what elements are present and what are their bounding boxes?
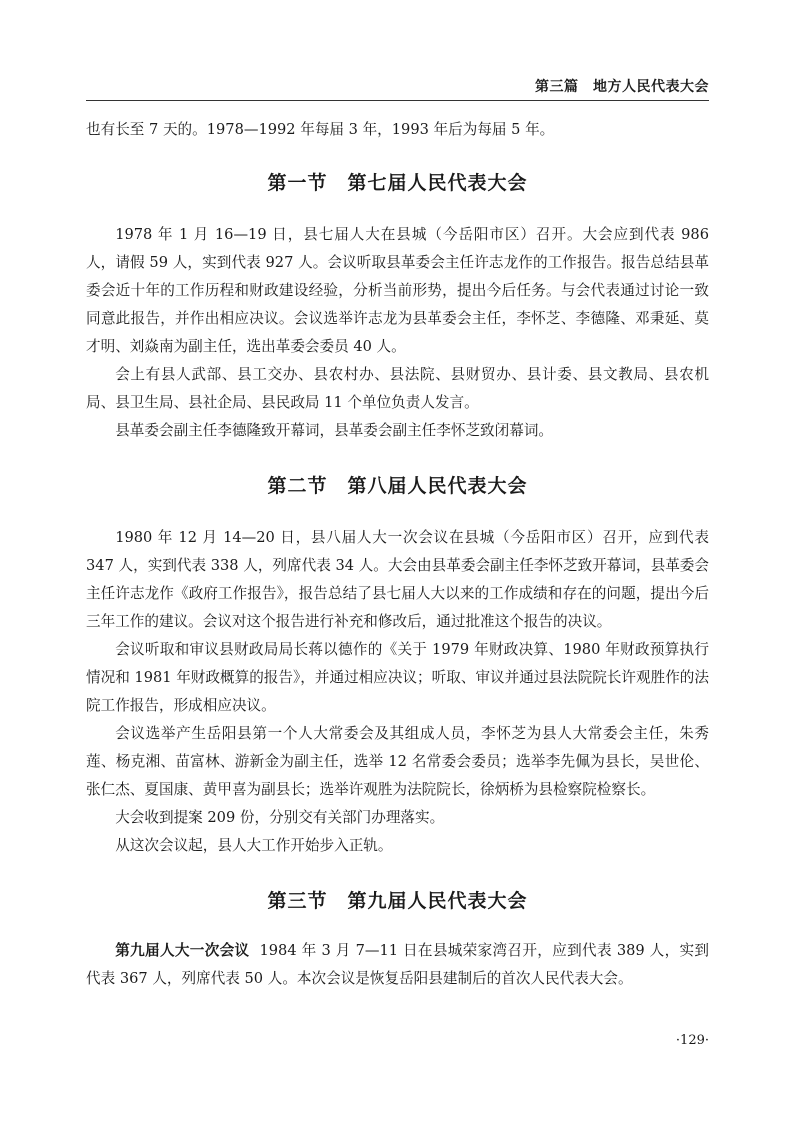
- running-header: [86, 76, 709, 98]
- page-number: ·129·: [675, 1033, 709, 1048]
- section-1-paragraph-3: 县革委会副主任李德隆致开幕词，县革委会副主任李怀芝致闭幕词。: [115, 422, 554, 439]
- intro-paragraph: 也有长至 7 天的。1978—1992 年每届 3 年，1993 年后为每届 5 年。: [86, 121, 555, 138]
- page-body: [86, 116, 709, 993]
- header-title: 第三篇 地方人民代表大会: [535, 79, 709, 95]
- section-2-paragraph-3: 会议选举产生岳阳县第一个人大常委会及其组成人员，李怀芝为县人大常委会主任，朱秀莲、杨克湘、苗富林、游新金为副主任，选举 12 名常委会委员；选举李先佩为县长，吴世伦、张仁杰、夏国康、黄甲喜为副县长；选举许观胜为法院院长，徐炳桥为县检察院检察长。: [86, 725, 709, 798]
- section-2-heading: 第二节 第八届人民代表大会: [267, 475, 528, 497]
- section-3-paragraph-1: [86, 937, 709, 993]
- section-2-paragraph-1: 1980 年 12 月 14—20 日，县八届人大一次会议在县城（今岳阳市区）召开，应到代表 347 人，实到代表 338 人，列席代表 34 人。大会由县革委会副主任李怀芝致开幕词，县革委会主任许志龙作《政府工作报告》，报告总结了县七届人大以来的工作成绩和存在的问题，提出今后三年工作的建议。会议对这个报告进行补充和修改后，通过批准这个报告的决议。: [86, 529, 709, 630]
- section-2-paragraph-2: 会议听取和审议县财政局局长蒋以德作的《关于 1979 年财政决算、1980 年财政预算执行情况和 1981 年财政概算的报告》，并通过相应决议；听取、审议并通过县法院院长许观胜作的法院工作报告，形成相应决议。: [86, 641, 709, 714]
- section-2-paragraph-4: 大会收到提案 209 份，分别交有关部门办理落实。: [115, 809, 445, 826]
- section-1-paragraph-2: 会上有县人武部、县工交办、县农村办、县法院、县财贸办、县计委、县文教局、县农机局、县卫生局、县社企局、县民政局 11 个单位负责人发言。: [86, 366, 709, 411]
- section-1-heading: 第一节 第七届人民代表大会: [267, 172, 528, 194]
- section-3-paragraph-text: 1984 年 3 月 7—11 日在县城荣家湾召开，应到代表 389 人，实到代表 367 人，列席代表 50 人。本次会议是恢复岳阳县建制后的首次人民代表大会。: [86, 942, 709, 987]
- section-3-heading: 第三节 第九届人民代表大会: [267, 890, 528, 912]
- section-2-paragraph-5: 从这次会议起，县人大工作开始步入正轨。: [115, 837, 393, 854]
- section-3-lead-term: 第九届人大一次会议: [115, 942, 250, 959]
- section-1-paragraph-1: 1978 年 1 月 16—19 日，县七届人大在县城（今岳阳市区）召开。大会应到代表 986 人，请假 59 人，实到代表 927 人。会议听取县革委会主任许志龙作的工作报告。报告总结县革委会近十年的工作历程和财政建设经验，分析当前形势，提出今后任务。与会代表通过讨论一致同意此报告，并作出相应决议。会议选举许志龙为县革委会主任，李怀芝、李德隆、邓秉延、莫才明、刘焱南为副主任，选出革委会委员 40 人。: [86, 226, 709, 355]
- header-rule: [86, 100, 709, 101]
